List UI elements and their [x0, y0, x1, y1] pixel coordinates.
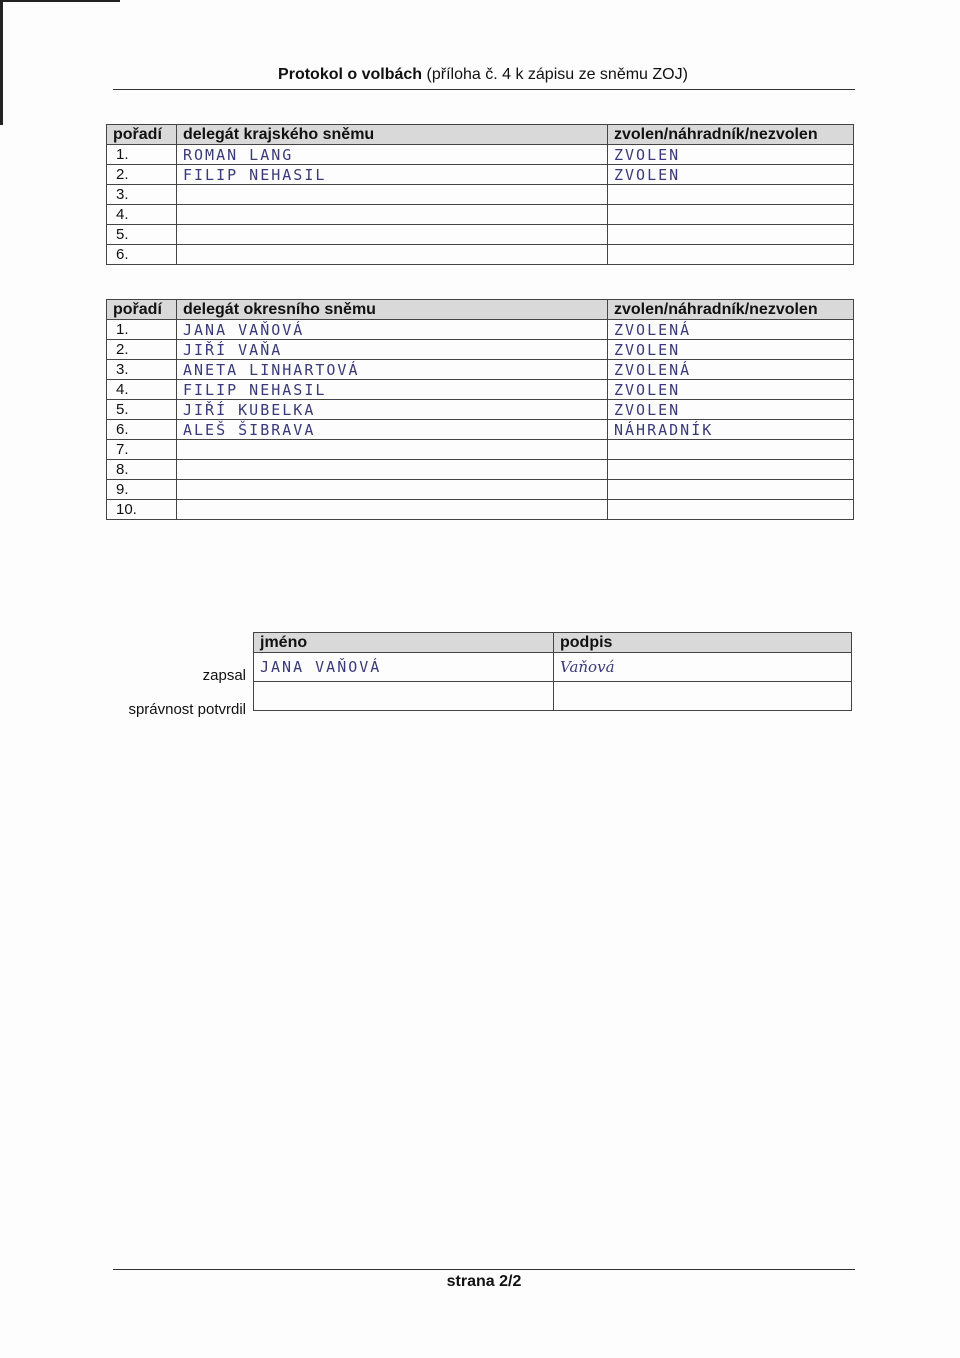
confirmed-by-label: správnost potvrdil — [128, 701, 246, 718]
col-delegate-header: delegát krajského sněmu — [177, 125, 608, 145]
delegate-name-cell — [177, 440, 608, 460]
table-header-row — [107, 300, 854, 320]
delegate-name-cell: ANETA LINHARTOVÁ — [177, 360, 608, 380]
confirmed-by-signature — [554, 682, 852, 711]
status-cell — [608, 245, 854, 265]
col-status-header: zvolen/náhradník/nezvolen — [608, 125, 854, 145]
footer-divider — [113, 1269, 855, 1270]
order-cell: 4. — [107, 205, 177, 225]
table-row — [107, 165, 854, 185]
status-cell — [608, 205, 854, 225]
table-row — [107, 460, 854, 480]
table-row — [107, 340, 854, 360]
order-cell: 3. — [107, 360, 177, 380]
order-cell: 3. — [107, 185, 177, 205]
table-row — [107, 420, 854, 440]
status-cell: ZVOLENÁ — [608, 320, 854, 340]
order-cell: 1. — [107, 145, 177, 165]
delegate-name-cell: JANA VAŇOVÁ — [177, 320, 608, 340]
page-title — [113, 66, 853, 84]
order-cell: 1. — [107, 320, 177, 340]
order-cell: 5. — [107, 400, 177, 420]
order-cell: 5. — [107, 225, 177, 245]
order-cell: 9. — [107, 480, 177, 500]
title-bold: Protokol o volbách — [278, 66, 423, 83]
table-row — [107, 145, 854, 165]
table-row — [107, 440, 854, 460]
col-order-header: pořadí — [107, 300, 177, 320]
status-cell: ZVOLEN — [608, 380, 854, 400]
delegate-name-cell — [177, 245, 608, 265]
signature-table — [253, 632, 852, 711]
page-number: strana 2/2 — [446, 1273, 522, 1290]
status-cell — [608, 185, 854, 205]
delegate-name-cell: JIŘÍ KUBELKA — [177, 400, 608, 420]
delegate-name-cell — [177, 460, 608, 480]
delegate-name-cell: ALEŠ ŠIBRAVA — [177, 420, 608, 440]
delegate-name-cell — [177, 225, 608, 245]
col-status-header: zvolen/náhradník/nezvolen — [608, 300, 854, 320]
delegate-name-cell: ROMAN LANG — [177, 145, 608, 165]
regional-delegates-table — [106, 124, 854, 265]
status-cell — [608, 500, 854, 520]
scan-border-left — [0, 0, 3, 125]
delegate-name-cell: JIŘÍ VAŇA — [177, 340, 608, 360]
confirmed-by-name — [254, 682, 554, 711]
table-row — [107, 320, 854, 340]
recorded-by-signature: Vaňová — [554, 653, 852, 682]
delegate-name-cell — [177, 205, 608, 225]
order-cell: 6. — [107, 420, 177, 440]
order-cell: 7. — [107, 440, 177, 460]
order-cell: 10. — [107, 500, 177, 520]
delegate-name-cell: FILIP NEHASIL — [177, 380, 608, 400]
order-cell: 4. — [107, 380, 177, 400]
status-cell: ZVOLEN — [608, 165, 854, 185]
status-cell — [608, 460, 854, 480]
table-row — [107, 225, 854, 245]
status-cell: ZVOLENÁ — [608, 360, 854, 380]
delegate-name-cell — [177, 480, 608, 500]
table-row — [107, 245, 854, 265]
status-cell: ZVOLEN — [608, 400, 854, 420]
col-order-header: pořadí — [107, 125, 177, 145]
order-cell: 2. — [107, 340, 177, 360]
delegate-name-cell: FILIP NEHASIL — [177, 165, 608, 185]
order-cell: 8. — [107, 460, 177, 480]
table-row — [107, 380, 854, 400]
col-name-header: jméno — [254, 633, 554, 653]
title-rest: (příloha č. 4 k zápisu ze sněmu ZOJ) — [426, 66, 688, 83]
table-row — [107, 500, 854, 520]
recorded-by-label: zapsal — [202, 667, 246, 684]
table-row — [107, 185, 854, 205]
table-header-row — [254, 633, 852, 653]
status-cell — [608, 480, 854, 500]
table-row — [107, 360, 854, 380]
status-cell — [608, 225, 854, 245]
col-delegate-header: delegát okresního sněmu — [177, 300, 608, 320]
recorded-by-row — [254, 653, 852, 682]
order-cell: 6. — [107, 245, 177, 265]
order-cell: 2. — [107, 165, 177, 185]
status-cell: ZVOLEN — [608, 340, 854, 360]
delegate-name-cell — [177, 185, 608, 205]
recorded-by-name: JANA VAŇOVÁ — [254, 653, 554, 682]
table-row — [107, 480, 854, 500]
status-cell: NÁHRADNÍK — [608, 420, 854, 440]
delegate-name-cell — [177, 500, 608, 520]
col-signature-header: podpis — [554, 633, 852, 653]
status-cell — [608, 440, 854, 460]
status-cell: ZVOLEN — [608, 145, 854, 165]
table-header-row — [107, 125, 854, 145]
district-delegates-table — [106, 299, 854, 520]
confirmed-by-row — [254, 682, 852, 711]
header-divider — [113, 89, 855, 90]
scan-border-top — [0, 0, 120, 2]
table-row — [107, 205, 854, 225]
table-row — [107, 400, 854, 420]
